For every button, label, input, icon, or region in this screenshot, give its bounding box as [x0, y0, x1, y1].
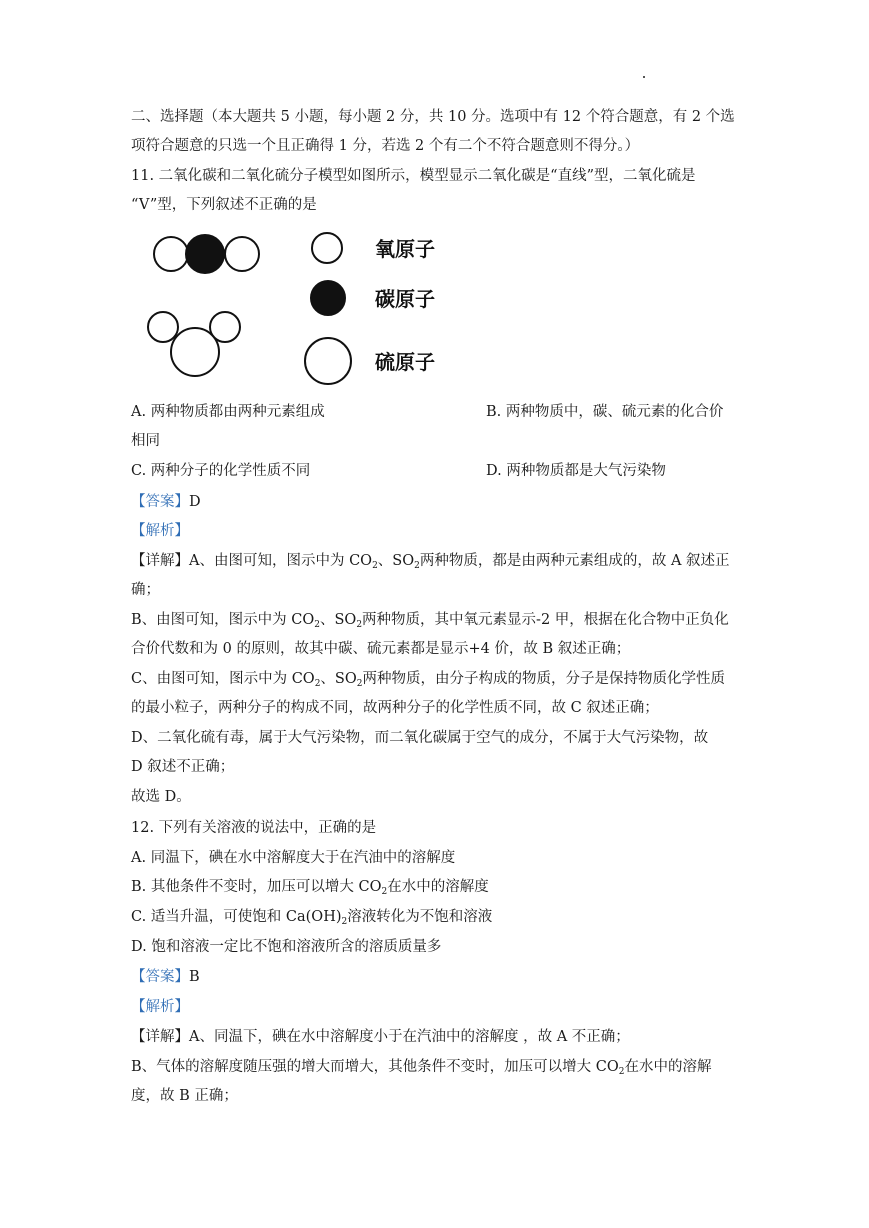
q11-detail-b-line2: 合价代数和为 0 的原则，故其中碳、硫元素都是显示+4 价，故 B 叙述正确； [131, 641, 631, 657]
q11-detail-b-text3: 两种物质，其中氧元素显示-2 甲，根据在化合物中正负化 [362, 612, 729, 628]
q11-option-a: A. 两种物质都由两种元素组成 [131, 404, 325, 420]
co2-oxygen-right [225, 237, 259, 271]
q11-detail-c-text2: 、SO [320, 671, 357, 687]
so2-oxygen-left [148, 312, 178, 342]
q12-detail-a-text: A、同温下，碘在水中溶解度小于在汽油中的溶解度 ，故 A 不正确； [189, 1029, 630, 1045]
q12-option-d: D. 饱和溶液一定比不饱和溶液所含的溶质质量多 [131, 939, 442, 955]
q12-detail-a [131, 1027, 630, 1047]
q12-detail-b-line1 [131, 1057, 711, 1077]
q12-option-b-text2: 在水中的溶解度 [387, 879, 489, 895]
q12-option-b-text1: B. 其他条件不变时，加压可以增大 CO [131, 879, 382, 895]
q11-detail-a-text1: A、由图可知，图示中为 CO [189, 553, 373, 569]
subscript: 2 [356, 620, 363, 630]
q11-detail-d-line2: D 叙述不正确； [131, 759, 235, 775]
q11-detail-a-line2: 确； [131, 582, 160, 598]
molecule-model-svg [128, 226, 458, 390]
q11-detail-tag: 【详解】 [131, 553, 189, 569]
q12-option-c-text1: C. 适当升温，可使饱和 Ca(OH) [131, 909, 342, 925]
q11-detail-c-line1 [131, 669, 725, 689]
q12-detail-b-text2: 在水中的溶解 [624, 1059, 712, 1075]
q11-detail-d-line1: D、二氧化硫有毒，属于大气污染物，而二氧化碳属于空气的成分，不属于大气污染物，故 [131, 730, 709, 746]
legend-sulfur-symbol [305, 338, 351, 384]
legend-carbon-label: 碳原子 [375, 287, 435, 311]
q11-analysis-line [131, 521, 189, 541]
q11-detail-a-text2: 、SO [377, 553, 415, 569]
subscript: 2 [314, 620, 320, 630]
subscript: 2 [414, 561, 420, 571]
q11-option-b-continued: 相同 [131, 433, 160, 449]
q11-detail-b-text2: 、SO [319, 612, 357, 628]
q11-answer-line [131, 492, 201, 512]
q12-answer-value: B [189, 969, 200, 985]
q11-detail-b-line1 [131, 610, 729, 630]
so2-model [148, 312, 240, 376]
q11-answer-value: D [189, 494, 201, 510]
q12-analysis-tag: 【解析】 [131, 999, 189, 1015]
q11-option-d: D. 两种物质都是大气污染物 [486, 463, 666, 479]
section-heading-line2: 项符合题意的只选一个且正确得 1 分，若选 2 个有二个不符合题意则不得分。） [131, 138, 640, 154]
q12-detail-tag: 【详解】 [131, 1029, 189, 1045]
subscript: 2 [381, 887, 388, 897]
q11-detail-c-text1: C、由图可知，图示中为 CO [131, 671, 315, 687]
q11-detail-b-text1: B、由图可知，图示中为 CO [131, 612, 315, 628]
q12-option-b [131, 877, 489, 897]
legend-carbon-symbol [311, 281, 345, 315]
subscript: 2 [356, 679, 363, 689]
q12-option-c [131, 907, 492, 927]
q12-option-c-text2: 溶液转化为不饱和溶液 [347, 909, 493, 925]
q12-detail-b-line2: 度，故 B 正确； [131, 1088, 238, 1104]
legend-oxygen-label: 氧原子 [375, 237, 435, 261]
legend-sulfur-label: 硫原子 [375, 350, 435, 374]
q12-option-a: A. 同温下，碘在水中溶解度大于在汽油中的溶解度 [131, 850, 456, 866]
q11-stem-line1: 11. 二氧化碳和二氧化硫分子模型如图所示，模型显示二氧化碳是“直线”型，二氧化硫是 [131, 168, 696, 184]
subscript: 2 [618, 1067, 625, 1077]
subscript: 2 [341, 917, 348, 927]
q11-detail-a-text3: 两种物质，都是由两种元素组成的，故 A 叙述正 [419, 553, 730, 569]
q11-stem-line2: “V”型，下列叙述不正确的是 [131, 197, 317, 213]
co2-oxygen-left [154, 237, 188, 271]
q11-detail-a-line1 [131, 551, 730, 571]
so2-sulfur [171, 328, 219, 376]
subscript: 2 [314, 679, 321, 689]
scan-speck [643, 76, 645, 78]
q11-detail-c-text3: 两种物质，由分子构成的物质，分子是保持物质化学性质 [362, 671, 725, 687]
q11-conclusion: 故选 D。 [131, 789, 191, 805]
q11-analysis-tag: 【解析】 [131, 523, 189, 539]
q12-answer-line [131, 967, 200, 987]
q12-answer-tag: 【答案】 [131, 969, 189, 985]
legend-oxygen-symbol [312, 233, 342, 263]
q12-analysis-line [131, 997, 189, 1017]
q11-option-b: B. 两种物质中，碳、硫元素的化合价 [486, 404, 724, 420]
subscript: 2 [372, 561, 378, 571]
molecule-model-figure [128, 226, 458, 390]
q12-stem: 12. 下列有关溶液的说法中，正确的是 [131, 820, 377, 836]
co2-model [154, 235, 259, 273]
q12-detail-b-text1: B、气体的溶解度随压强的增大而增大，其他条件不变时，加压可以增大 CO [131, 1059, 619, 1075]
section-heading-line1: 二、选择题（本大题共 5 小题，每小题 2 分，共 10 分。选项中有 12 个符合题意，有 2 个选 [131, 109, 735, 125]
co2-carbon [186, 235, 224, 273]
q11-answer-tag: 【答案】 [131, 494, 189, 510]
q11-option-c: C. 两种分子的化学性质不同 [131, 463, 311, 479]
q11-detail-c-line2: 的最小粒子，两种分子的构成不同，故两种分子的化学性质不同，故 C 叙述正确； [131, 700, 659, 716]
